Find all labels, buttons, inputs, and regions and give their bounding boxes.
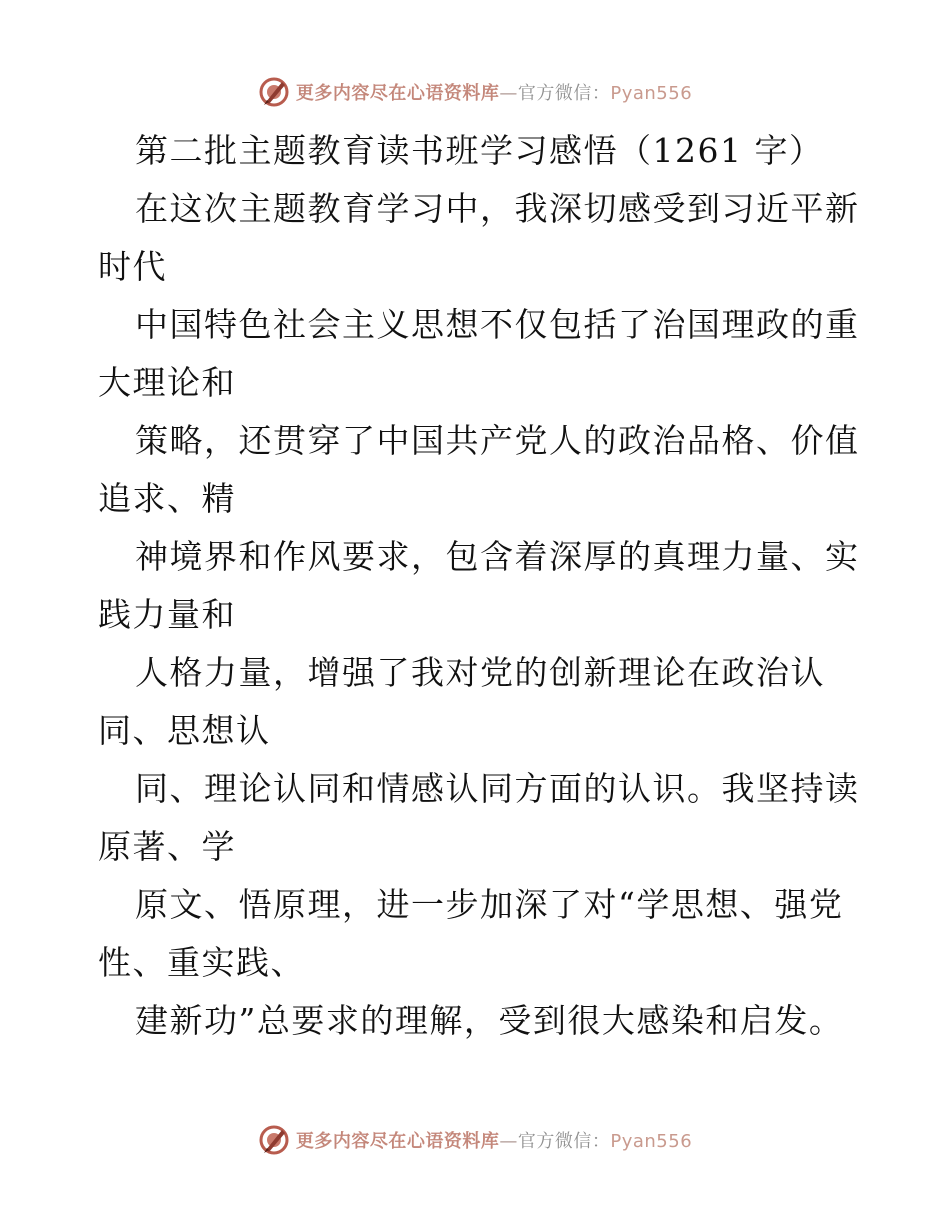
text-line: 同、理论认同和情感认同方面的认识。我坚持读 [135, 769, 860, 808]
text-line: 策略，还贯穿了中国共产党人的政治品格、价值 [135, 421, 860, 460]
header-text [296, 79, 692, 105]
header-official-label: 官方微信： [517, 83, 611, 104]
text-line: 建新功”总要求的理解，受到很大感染和启发。 [135, 1001, 844, 1040]
text-line: 大理论和 [98, 363, 236, 402]
text-line: 中国特色社会主义思想不仅包括了治国理政的重 [135, 305, 860, 344]
footer-brand: 更多内容尽在心语资料库 [295, 1131, 500, 1152]
header-wechat-id: Pyan556 [610, 83, 693, 104]
logo-icon [258, 1124, 290, 1156]
text-line: 神境界和作风要求，包含着深厚的真理力量、实 [135, 537, 860, 576]
logo-icon [258, 76, 290, 108]
document-title: 第二批主题教育读书班学习感悟（1261 字） [135, 131, 824, 170]
text-line: 追求、精 [98, 479, 236, 518]
text-line: 性、重实践、 [98, 943, 305, 982]
footer-banner [0, 1120, 950, 1160]
header-brand: 更多内容尽在心语资料库 [295, 83, 500, 104]
footer-official-label: 官方微信： [517, 1131, 611, 1152]
text-line: 原文、悟原理，进一步加深了对“学思想、强党 [135, 885, 844, 924]
footer-text [296, 1127, 692, 1153]
header-separator: — [499, 83, 518, 104]
text-line: 践力量和 [98, 595, 236, 634]
document-body [98, 122, 858, 1050]
text-line: 在这次主题教育学习中，我深切感受到习近平新 [135, 189, 860, 228]
text-line: 原著、学 [98, 827, 236, 866]
text-line: 时代 [98, 247, 167, 286]
header-banner [0, 72, 950, 112]
text-line: 人格力量，增强了我对党的创新理论在政治认 [135, 653, 825, 692]
text-line: 同、思想认 [98, 711, 271, 750]
footer-separator: — [499, 1131, 518, 1152]
footer-wechat-id: Pyan556 [610, 1131, 693, 1152]
